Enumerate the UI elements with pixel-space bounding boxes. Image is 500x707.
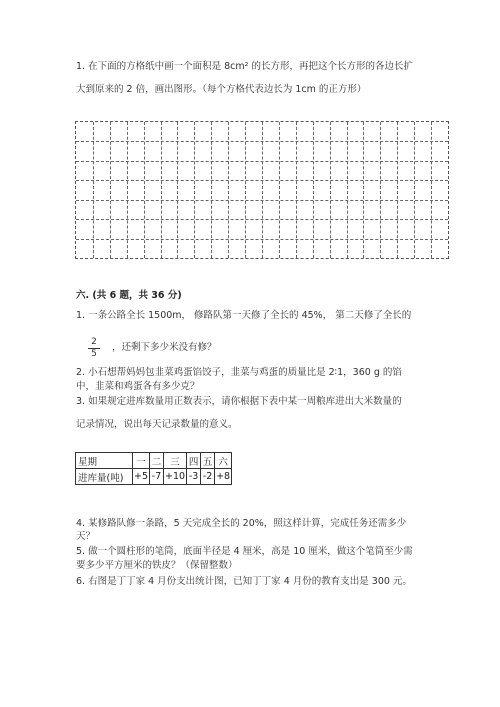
problem-1-line-2: ，还剩下多少米没有修？ xyxy=(112,342,217,353)
table-row-label: 进库量(吨) xyxy=(76,469,133,485)
problem-4-line-2: 天？ xyxy=(76,531,96,542)
grid-horizontal-line xyxy=(76,200,448,201)
table-day-cell: 三 xyxy=(164,453,187,469)
grid-horizontal-line xyxy=(76,180,448,181)
table-day-cell: 六 xyxy=(215,453,232,469)
fraction-two-fifths xyxy=(88,337,100,360)
problem-3-line-2: 记录情况，说出每天记录数量的意义。 xyxy=(76,419,238,430)
q1-line-1: 1. 在下面的方格纸中画一个面积是 8cm² 的长方形，再把这个长方形的各边长扩 xyxy=(76,61,413,72)
problem-5-line-2: 要多少平方厘米的铁皮？（保留整数） xyxy=(76,560,238,571)
grid-horizontal-line xyxy=(76,219,448,220)
q1-line-2: 大到原来的 2 倍，画出图形。（每个方格代表边长为 1cm 的正方形） xyxy=(76,84,367,95)
problem-1-line-1: 1. 一条公路全长 1500m， 修路队第一天修了全长的 45%， 第二天修了全长的 xyxy=(76,310,412,321)
problem-3-line-1: 3. 如果规定进库数量用正数表示，请你根据下表中某一周粮库进出大米数量的 xyxy=(76,396,402,407)
fraction-denominator: 5 xyxy=(91,349,97,359)
table-header-row xyxy=(76,453,232,469)
table-value-cell: -2 xyxy=(201,469,215,485)
problem-5-line-1: 5. 做一个圆柱形的笔筒，底面半径是 4 厘米，高是 10 厘米，做这个笔筒至少需 xyxy=(76,546,413,557)
table-value-cell: -7 xyxy=(150,469,164,485)
grid-horizontal-line xyxy=(76,239,448,240)
fraction-numerator: 2 xyxy=(88,337,100,349)
problem-4-line-1: 4. 某修路队修一条路，5 天完成全长的 20%，照这样计算，完成任务还需多少 xyxy=(76,518,407,529)
section-6-title: 六. (共 6 题，共 36 分) xyxy=(76,290,182,301)
table-value-cell: +10 xyxy=(164,469,187,485)
table-value-row xyxy=(76,469,232,485)
grid-horizontal-line xyxy=(76,141,448,142)
table-value-cell: -3 xyxy=(187,469,201,485)
table-day-cell: 四 xyxy=(187,453,201,469)
table-day-cell: 二 xyxy=(150,453,164,469)
problem-2-line-1: 2. 小石想帮妈妈包韭菜鸡蛋馅饺子，韭菜与鸡蛋的质量比是 2∶1，360 g 的馅 xyxy=(76,367,402,378)
table-day-cell: 五 xyxy=(201,453,215,469)
table-value-cell: +8 xyxy=(215,469,232,485)
table-day-cell: 一 xyxy=(133,453,150,469)
problem-6-line-1: 6. 右图是丁丁家 4 月份支出统计图，已知丁丁家 4 月份的教育支出是 300 元。 xyxy=(76,576,412,587)
problem-2-line-2: 中，韭菜和鸡蛋各有多少克？ xyxy=(76,381,200,392)
grid-horizontal-line xyxy=(76,161,448,162)
graph-paper-grid xyxy=(75,121,449,259)
grain-record-table xyxy=(75,452,232,485)
table-value-cell: +5 xyxy=(133,469,150,485)
table-header-label: 星期 xyxy=(76,453,133,469)
